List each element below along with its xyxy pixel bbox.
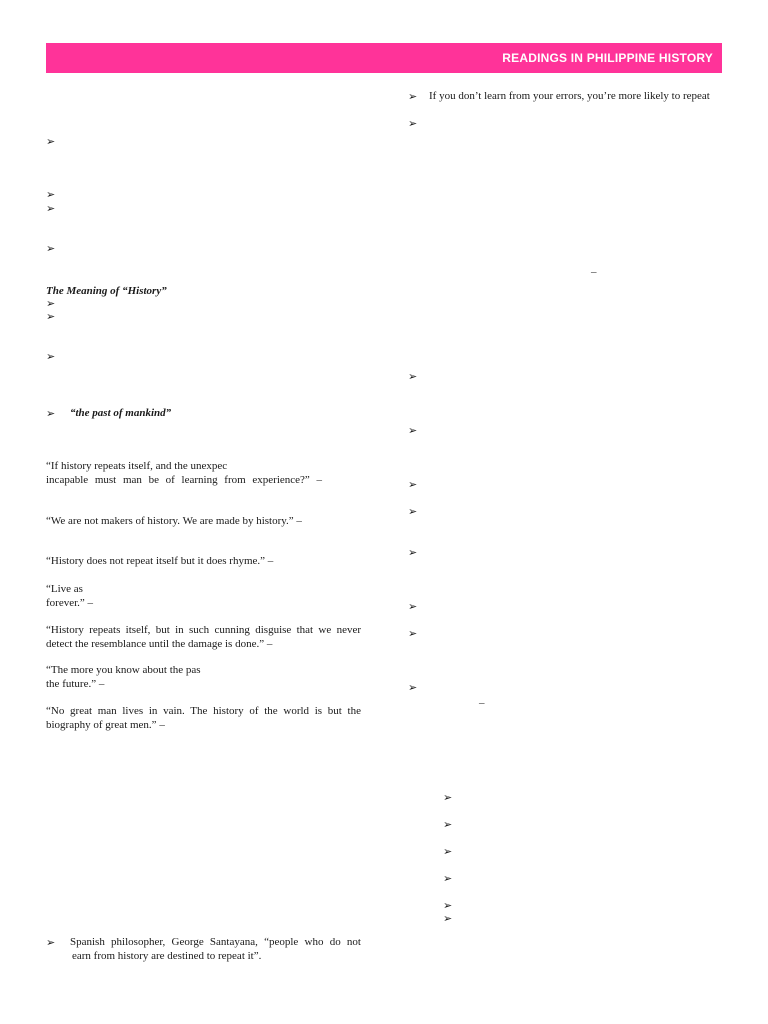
santayana-line2: earn from history are destined to repeat it”. xyxy=(72,950,262,962)
bullet-arrow: ➢ xyxy=(46,203,56,215)
santayana-line1: Spanish philosopher, George Santayana, “people who do not xyxy=(70,936,361,948)
bullet-arrow: ➢ xyxy=(408,425,418,437)
bullet-arrow: ➢ xyxy=(46,311,56,323)
right-first-bullet-text: If you don’t learn from your errors, you’re more likely to repeat xyxy=(429,90,710,102)
quote-3-line1: “History does not repeat itself but it does rhyme.” – xyxy=(46,555,274,567)
bullet-arrow: ➢ xyxy=(408,628,418,640)
bullet-arrow: ➢ xyxy=(443,873,453,885)
section-heading: The Meaning of “History” xyxy=(46,285,167,297)
dash: – xyxy=(591,266,597,278)
bullet-arrow: ➢ xyxy=(443,913,453,925)
quote-4-line2: forever.” – xyxy=(46,597,94,609)
quote-7-line2: biography of great men.” – xyxy=(46,719,165,731)
bullet-arrow: ➢ xyxy=(408,506,418,518)
quote-5-line1: “History repeats itself, but in such cunning disguise that we never xyxy=(46,624,361,636)
header-title: READINGS IN PHILIPPINE HISTORY xyxy=(502,51,713,65)
bullet-arrow: ➢ xyxy=(443,900,453,912)
bullet-arrow: ➢ xyxy=(408,682,418,694)
bullet-arrow: ➢ xyxy=(408,371,418,383)
bullet-arrow: ➢ xyxy=(408,91,418,103)
bullet-arrow: ➢ xyxy=(408,547,418,559)
bullet-arrow: ➢ xyxy=(46,243,56,255)
bullet-arrow: ➢ xyxy=(443,792,453,804)
quote-4-line1: “Live as xyxy=(46,583,83,595)
bullet-arrow: ➢ xyxy=(46,189,56,201)
bullet-arrow: ➢ xyxy=(46,298,56,310)
quote-6-line2: the future.” – xyxy=(46,678,105,690)
quote-1-line2: incapable must man be of learning from experience?” – xyxy=(46,474,322,486)
bullet-arrow: ➢ xyxy=(46,351,56,363)
quote-7-line1: “No great man lives in vain. The history of the world is but the xyxy=(46,705,361,717)
bullet-arrow: ➢ xyxy=(443,819,453,831)
quote-2-line1: “We are not makers of history. We are made by history.” – xyxy=(46,515,302,527)
bullet-arrow: ➢ xyxy=(46,136,56,148)
bullet-arrow: ➢ xyxy=(408,601,418,613)
quote-5-line2: detect the resemblance until the damage is done.” – xyxy=(46,638,273,650)
quote-1-line1: “If history repeats itself, and the unexpec xyxy=(46,460,228,472)
bullet-past-of-mankind: “the past of mankind” xyxy=(70,407,172,419)
bullet-arrow: ➢ xyxy=(46,408,56,420)
bullet-arrow: ➢ xyxy=(46,937,56,949)
bullet-arrow: ➢ xyxy=(408,118,418,130)
bullet-arrow: ➢ xyxy=(443,846,453,858)
dash: – xyxy=(479,697,485,709)
header-bar xyxy=(46,43,722,73)
quote-6-line1: “The more you know about the pas xyxy=(46,664,201,676)
bullet-arrow: ➢ xyxy=(408,479,418,491)
